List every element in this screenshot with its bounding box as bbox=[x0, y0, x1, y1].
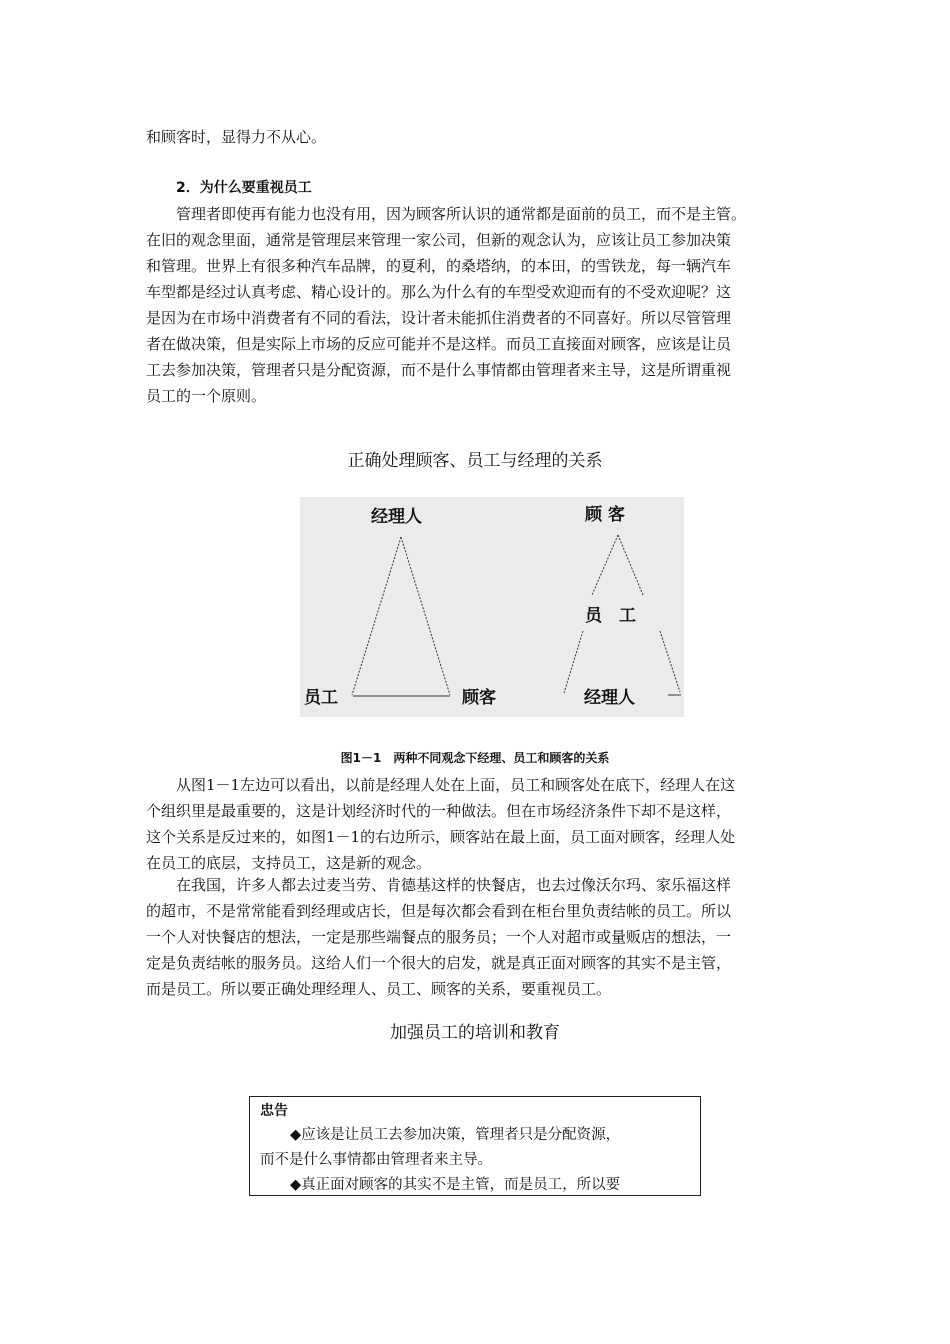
section-title-relationship: 正确处理顾客、员工与经理的关系 bbox=[347, 451, 603, 471]
text-line: 和管理。世界上有很多种汽车品牌，的夏利，的桑塔纳，的本田，的雪铁龙，每一辆汽车 bbox=[146, 257, 732, 275]
right-upper-left-edge bbox=[592, 535, 618, 595]
label-employee-middle: 员 工 bbox=[585, 606, 636, 626]
section-title-training: 加强员工的培训和教育 bbox=[390, 1023, 560, 1043]
advice-title: 忠告 bbox=[260, 1103, 288, 1119]
label-employee-bottom-left: 员工 bbox=[304, 688, 338, 708]
text-line: 工去参加决策，管理者只是分配资源，而不是什么事情都由管理者来主导，这是所谓重视 bbox=[146, 361, 732, 379]
text-line: 而是员工。所以要正确处理经理人、员工、顾客的关系，要重视员工。 bbox=[146, 980, 612, 998]
text-line: 的超市，不是常常能看到经理或店长，但是每次都会看到在柜台里负责结帐的员工。所以 bbox=[146, 902, 732, 920]
paragraph-figure-explanation bbox=[146, 772, 822, 876]
advice-box bbox=[249, 1096, 701, 1196]
label-customer-top: 顾 客 bbox=[585, 505, 625, 525]
top-fragment bbox=[146, 124, 822, 150]
text-line: 者在做决策，但是实际上市场的反应可能并不是这样。而员工直接面对顾客，应该是让员 bbox=[146, 335, 732, 353]
advice-line: 而不是什么事情都由管理者来主导。 bbox=[260, 1152, 492, 1168]
left-triangle-left-edge bbox=[352, 537, 401, 695]
label-manager-top: 经理人 bbox=[371, 507, 422, 527]
text-line: 是因为在市场中消费者有不同的看法，设计者未能抓住消费者的不同喜好。所以尽管管理 bbox=[146, 309, 732, 327]
text-line: 在旧的观念里面，通常是管理层来管理一家公司，但新的观念认为，应该让员工参加决策 bbox=[146, 231, 732, 249]
label-customer-bottom-right: 顾客 bbox=[462, 688, 496, 708]
right-upper-right-edge bbox=[618, 535, 643, 595]
paragraph-china-example bbox=[146, 872, 822, 1002]
text-line: 员工的一个原则。 bbox=[146, 387, 267, 405]
relationship-figure bbox=[300, 497, 684, 717]
advice-body bbox=[260, 1123, 696, 1196]
text-line: 从图1－1左边可以看出，以前是经理人处在上面，员工和顾客处在底下，经理人在这 bbox=[176, 776, 736, 794]
text-line: 在我国，许多人都去过麦当劳、肯德基这样的快餐店，也去过像沃尔玛、家乐福这样 bbox=[176, 876, 732, 894]
text-line: 个组织里是最重要的，这是计划经济时代的一种做法。但在市场经济条件下却不是这样， bbox=[146, 802, 732, 820]
right-lower-left-edge bbox=[564, 631, 583, 693]
label-manager-bottom: 经理人 bbox=[584, 688, 635, 708]
advice-line: ◆真正面对顾客的其实不是主管，而是员工，所以要 bbox=[290, 1177, 621, 1193]
figure-caption: 图1－1 两种不同观念下经理、员工和顾客的关系 bbox=[340, 751, 610, 765]
left-triangle-right-edge bbox=[401, 537, 450, 695]
text-line: 车型都是经过认真考虑、精心设计的。那么为什么有的车型受欢迎而有的不受欢迎呢？这 bbox=[146, 283, 732, 301]
section2-paragraph bbox=[146, 201, 822, 409]
advice-line: ◆应该是让员工去参加决策，管理者只是分配资源， bbox=[290, 1127, 621, 1143]
section2-heading-block bbox=[146, 175, 822, 201]
text-line: 管理者即使再有能力也没有用，因为顾客所认识的通常都是面前的员工，而不是主管。 bbox=[176, 205, 747, 223]
text-line: 定是负责结帐的服务员。这给人们一个很大的启发，就是真正面对顾客的其实不是主管， bbox=[146, 954, 732, 972]
text-line: 和顾客时，显得力不从心。 bbox=[146, 128, 327, 146]
section2-heading: 2．为什么要重视员工 bbox=[176, 180, 312, 196]
right-lower-right-edge bbox=[660, 631, 680, 692]
text-line: 一个人对快餐店的想法，一定是那些端餐点的服务员；一个人对超市或量贩店的想法，一 bbox=[146, 928, 732, 946]
text-line: 在员工的底层，支持员工，这是新的观念。 bbox=[146, 854, 432, 872]
text-line: 这个关系是反过来的，如图1－1的右边所示，顾客站在最上面，员工面对顾客，经理人处 bbox=[146, 828, 736, 846]
